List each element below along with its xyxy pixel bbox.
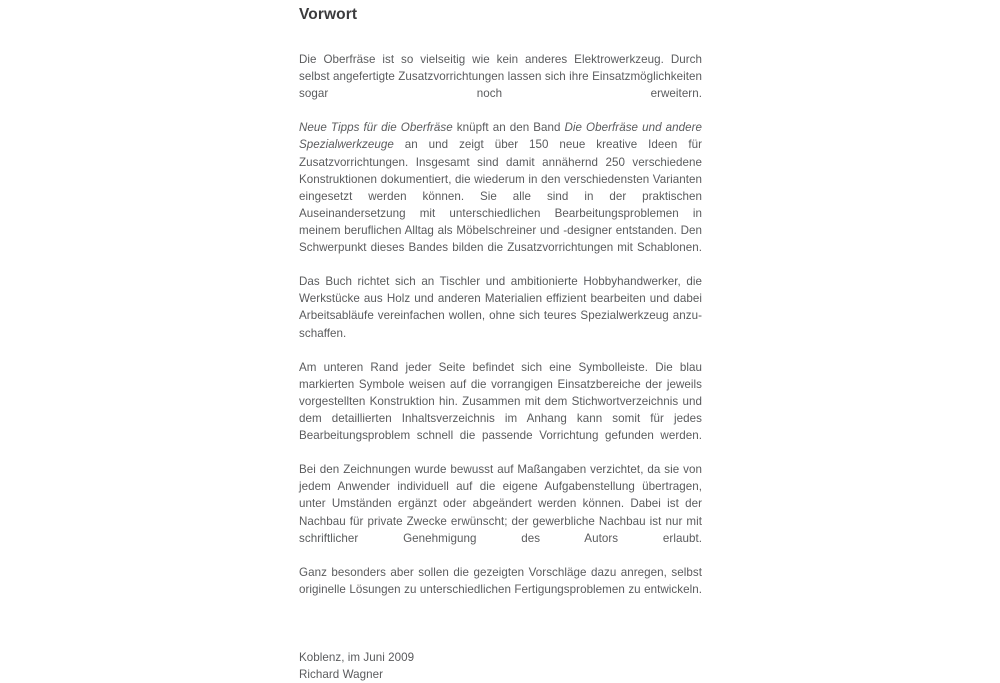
paragraph: Das Buch richtet sich an Tischler und ambitionierte Hobbyhandwerker, die Werkstücke aus Holz und anderen Materialien effizient bearbeiten und dabei Arbeitsabläufe vereinfachen wollen, ohne sich teures Spezialwerkzeug anzuschaffen. xyxy=(299,275,702,340)
paragraph: Ganz besonders aber sollen die gezeigten Vorschläge dazu anregen, selbst originelle Lösungen zu unterschiedlichen Fertigungsproblemen zu entwickeln. xyxy=(299,565,702,596)
signature-author: Richard Wagner xyxy=(299,668,384,682)
paragraph: Neue Tipps für die Oberfräse knüpft an den Band Die Oberfräse und andere Spezialwerkzeuge an und zeigt über 150 neue kreative Ideen für Zusatzvorrichtungen. Insgesamt sind damit annähernd 250 verschiedene Konstruktionen dokumentiert, die wiederum in den verschiedensten Varianten eingesetzt werden können. Sie alle sind in der praktischen Auseinandersetzung mit unterschiedlichen Bearbeitungsproblemen in meinem beruflichen Alltag als Möbelschreiner und -designer entstanden. Den Schwerpunkt dieses Bandes bilden die Zusatzvorrichtungen mit Schablonen. xyxy=(299,121,702,255)
italic-title: Die Oberfräse und andere Spezialwerkzeuge xyxy=(299,121,702,152)
italic-title: Neue Tipps für die Oberfräse xyxy=(299,121,453,135)
paragraph: Bei den Zeichnungen wurde bewusst auf Maßangaben verzichtet, da sie von jedem Anwender individuell auf die eigene Aufgabenstellung übertragen, unter Umständen ergänzt oder abgeändert werden können. Dabei ist der Nachbau für private Zwecke erwünscht; der gewerbliche Nachbau ist nur mit schriftlicher Genehmigung des Autors erlaubt. xyxy=(299,463,702,545)
paragraph: Am unteren Rand jeder Seite befindet sich eine Symbolleiste. Die blau markierten Symbole weisen auf die vorrangigen Einsatzbereiche der jeweils vorgestellten Konstruktion hin. Zusammen mit dem Stichwortverzeichnis und dem detaillierten Inhaltsverzeichnis im Anhang kann somit für jedes Bearbeitungsproblem schnell die passende Vorrichtung gefunden werden. xyxy=(299,360,702,443)
text-column xyxy=(299,0,702,683)
signature-place-date: Koblenz, im Juni 2009 xyxy=(299,651,415,665)
page-title: Vorwort xyxy=(299,6,358,23)
body-text-block xyxy=(299,51,702,615)
paragraph: Die Oberfräse ist so vielseitig wie kein anderes Elektrowerkzeug. Durch selbst angefertigte Zusatzvorrichtungen lassen sich ihre Einsatzmöglichkeiten sogar noch erweitern. xyxy=(299,53,702,101)
signature-block xyxy=(299,649,702,683)
